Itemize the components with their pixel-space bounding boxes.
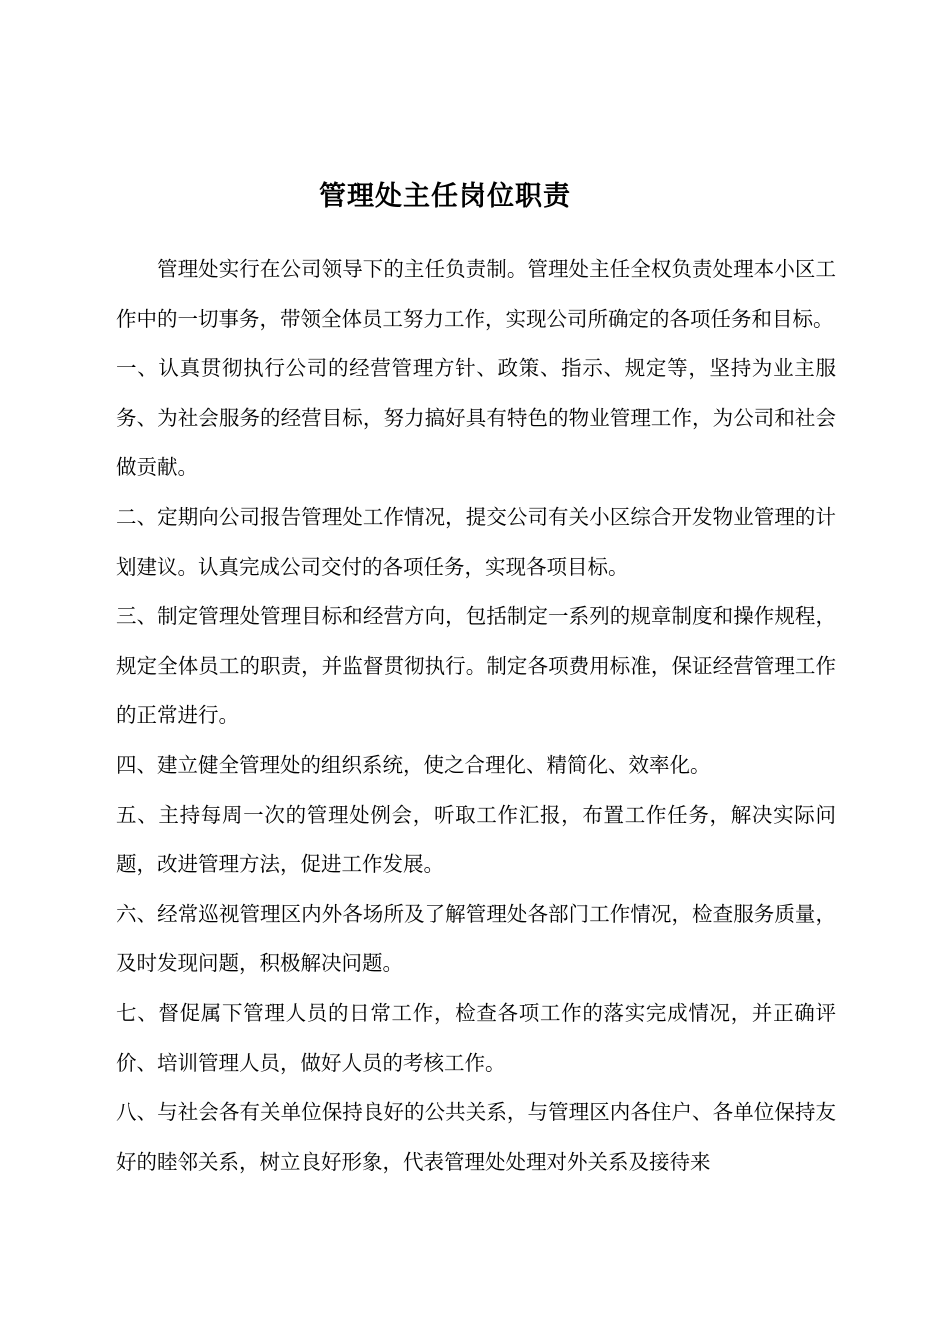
duty-item-4: 四、建立健全管理处的组织系统，使之合理化、精简化、效率化。 — [116, 752, 711, 777]
document-body — [116, 245, 836, 1187]
duty-item-2: 二、定期向公司报告管理处工作情况，提交公司有关小区综合开发物业管理的计划建议。认真完成公司交付的各项任务，实现各项目标。 — [116, 504, 836, 579]
duty-item-8: 八、与社会各有关单位保持良好的公共关系，与管理区内各住户、各单位保持友好的睦邻关系，树立良好形象，代表管理处处理对外关系及接待来 — [116, 1100, 836, 1174]
duty-item-1: 一、认真贯彻执行公司的经营管理方针、政策、指示、规定等，坚持为业主服务、为社会服务的经营目标，努力搞好具有特色的物业管理工作，为公司和社会做贡献。 — [116, 356, 836, 480]
duty-item-6: 六、经常巡视管理区内外各场所及了解管理处各部门工作情况，检查服务质量，及时发现问题，积极解决问题。 — [116, 901, 836, 976]
duty-item-7: 七、督促属下管理人员的日常工作，检查各项工作的落实完成情况，并正确评价、培训管理人员，做好人员的考核工作。 — [116, 1000, 836, 1075]
duty-item-5: 五、主持每周一次的管理处例会，听取工作汇报，布置工作任务，解决实际问题，改进管理方法，促进工作发展。 — [116, 802, 836, 877]
duty-item-3: 三、制定管理处管理目标和经营方向，包括制定一系列的规章制度和操作规程，规定全体员工的职责，并监督贯彻执行。制定各项费用标准，保证经营管理工作的正常进行。 — [116, 604, 836, 728]
document-title: 管理处主任岗位职责 — [319, 181, 571, 212]
intro-paragraph: 管理处实行在公司领导下的主任负责制。管理处主任全权负责处理本小区工作中的一切事务，带领全体员工努力工作，实现公司所确定的各项任务和目标。 — [116, 257, 836, 331]
